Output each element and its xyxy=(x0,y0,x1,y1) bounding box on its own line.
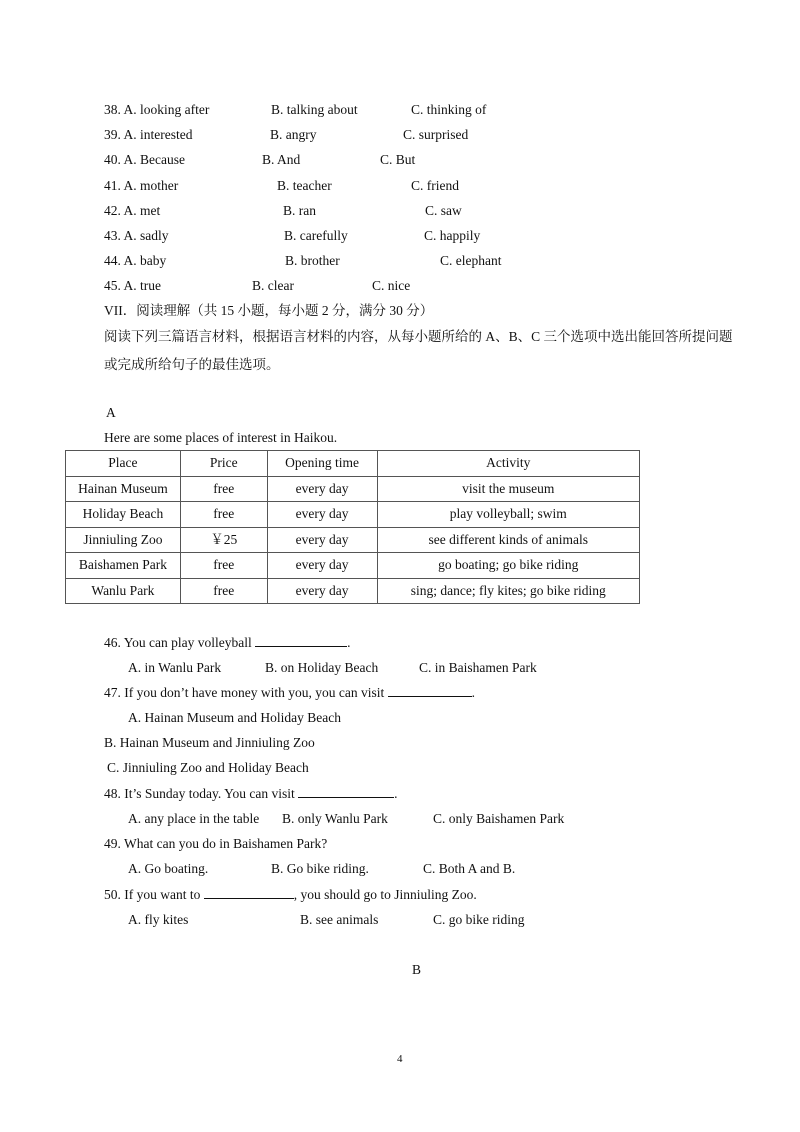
option-44-a: 44. A. baby xyxy=(104,253,167,268)
table-cell: Hainan Museum xyxy=(66,476,181,502)
column-header-place: Place xyxy=(66,451,181,477)
option-43-c: C. happily xyxy=(424,228,481,243)
option-42-c: C. saw xyxy=(425,203,462,218)
question-46-option-a: A. in Wanlu Park xyxy=(128,660,222,675)
question-46: 46. You can play volleyball . xyxy=(104,635,351,650)
passage-a-intro: Here are some places of interest in Haikou. xyxy=(104,430,338,445)
table-cell: sing; dance; fly kites; go bike riding xyxy=(377,578,639,604)
table-cell: go boating; go bike riding xyxy=(377,553,639,579)
table-cell: play volleyball; swim xyxy=(377,502,639,528)
option-39-c: C. surprised xyxy=(403,127,469,142)
option-43-a: 43. A. sadly xyxy=(104,228,169,243)
option-42-b: B. ran xyxy=(283,203,316,218)
table-cell: Holiday Beach xyxy=(66,502,181,528)
option-40-b: B. And xyxy=(262,152,301,167)
question-50: 50. If you want to , you should go to Jinniuling Zoo. xyxy=(104,887,477,902)
table-cell: free xyxy=(180,476,267,502)
option-45-a: 45. A. true xyxy=(104,278,162,293)
table-cell: every day xyxy=(267,476,377,502)
column-header-price: Price xyxy=(180,451,267,477)
table-cell: Wanlu Park xyxy=(66,578,181,604)
table-cell: free xyxy=(180,578,267,604)
question-47-option-b: B. Hainan Museum and Jinniuling Zoo xyxy=(104,735,315,750)
table-row xyxy=(66,502,640,528)
option-41-b: B. teacher xyxy=(277,178,332,193)
option-41-a: 41. A. mother xyxy=(104,178,179,193)
option-38-a: 38. A. looking after xyxy=(104,102,210,117)
table-row xyxy=(66,527,640,553)
option-39-b: B. angry xyxy=(270,127,317,142)
option-44-c: C. elephant xyxy=(440,253,502,268)
question-46-option-b: B. on Holiday Beach xyxy=(265,660,379,675)
option-41-c: C. friend xyxy=(411,178,459,193)
question-49: 49. What can you do in Baishamen Park? xyxy=(104,836,328,851)
places-table xyxy=(65,450,640,604)
question-48: 48. It’s Sunday today. You can visit . xyxy=(104,786,398,801)
table-row xyxy=(66,476,640,502)
table-cell: Baishamen Park xyxy=(66,553,181,579)
question-48-option-c: C. only Baishamen Park xyxy=(433,811,565,826)
option-40-c: C. But xyxy=(380,152,416,167)
question-47: 47. If you don’t have money with you, you can visit . xyxy=(104,685,475,700)
table-cell: free xyxy=(180,553,267,579)
passage-b-label: B xyxy=(412,962,422,977)
page-number: 4 xyxy=(397,1053,403,1065)
table-cell: every day xyxy=(267,502,377,528)
table-cell: free xyxy=(180,502,267,528)
question-48-option-b: B. only Wanlu Park xyxy=(282,811,388,826)
column-header-activity: Activity xyxy=(377,451,639,477)
table-row xyxy=(66,578,640,604)
table-cell: every day xyxy=(267,553,377,579)
answer-blank xyxy=(388,684,472,697)
option-44-b: B. brother xyxy=(285,253,340,268)
question-50-option-a: A. fly kites xyxy=(128,912,189,927)
question-50-option-b: B. see animals xyxy=(300,912,379,927)
table-cell: visit the museum xyxy=(377,476,639,502)
column-header-opening-time: Opening time xyxy=(267,451,377,477)
option-40-a: 40. A. Because xyxy=(104,152,185,167)
question-48-option-a: A. any place in the table xyxy=(128,811,260,826)
option-38-c: C. thinking of xyxy=(411,102,487,117)
section-instructions: 阅读下列三篇语言材料，根据语言材料的内容，从每小题所给的 A、B、C 三个选项中选出能回答所提问题或完成所给句子的最佳选项。 xyxy=(104,329,733,372)
option-43-b: B. carefully xyxy=(284,228,348,243)
question-47-option-c: C. Jinniuling Zoo and Holiday Beach xyxy=(107,760,309,775)
answer-blank xyxy=(298,785,394,798)
table-row xyxy=(66,553,640,579)
answer-blank xyxy=(255,634,347,647)
table-cell: every day xyxy=(267,578,377,604)
question-46-option-c: C. in Baishamen Park xyxy=(419,660,537,675)
option-45-c: C. nice xyxy=(372,278,411,293)
table-header-row xyxy=(66,451,640,477)
table-cell: Jinniuling Zoo xyxy=(66,527,181,553)
table-cell: ￥25 xyxy=(180,527,267,553)
option-38-b: B. talking about xyxy=(271,102,358,117)
passage-a-label: A xyxy=(106,405,116,420)
question-49-option-a: A. Go boating. xyxy=(128,861,209,876)
question-49-option-b: B. Go bike riding. xyxy=(271,861,369,876)
table-cell: every day xyxy=(267,527,377,553)
option-42-a: 42. A. met xyxy=(104,203,161,218)
question-47-option-a: A. Hainan Museum and Holiday Beach xyxy=(128,710,341,725)
question-49-option-c: C. Both A and B. xyxy=(423,861,516,876)
option-39-a: 39. A. interested xyxy=(104,127,193,142)
question-50-option-c: C. go bike riding xyxy=(433,912,525,927)
section-heading: VII．阅读理解（共 15 小题，每小题 2 分，满分 30 分） xyxy=(104,303,434,318)
table-cell: see different kinds of animals xyxy=(377,527,639,553)
option-45-b: B. clear xyxy=(252,278,294,293)
answer-blank xyxy=(204,886,294,899)
